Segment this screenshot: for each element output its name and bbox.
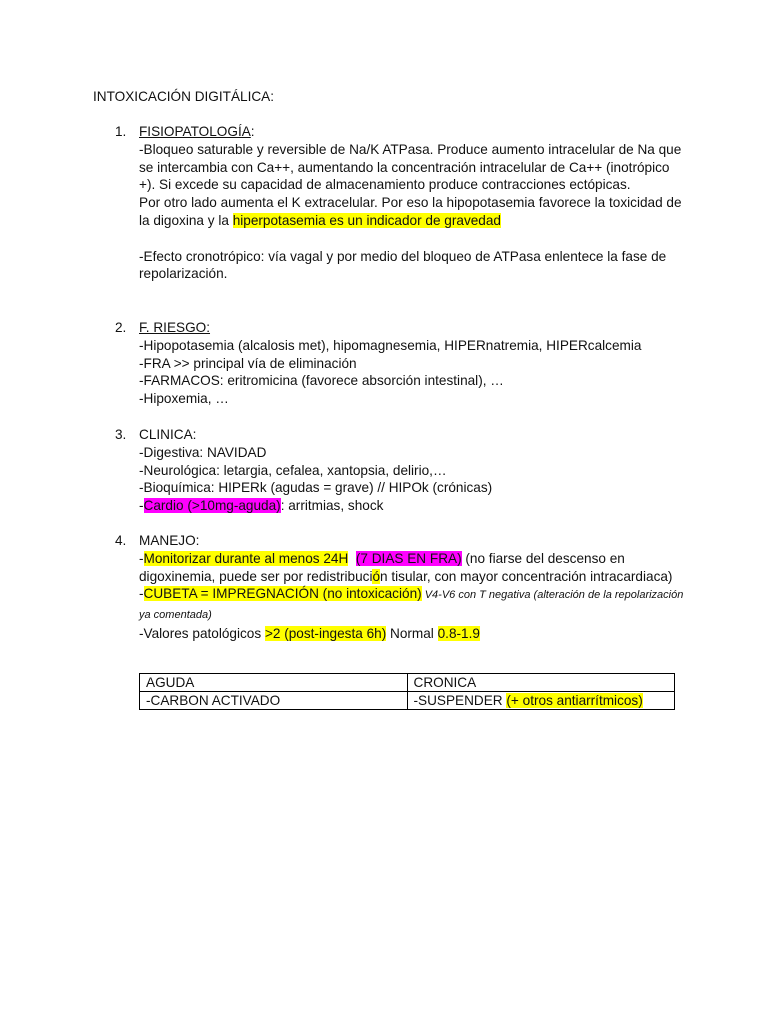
highlight: 0.8-1.9	[437, 625, 480, 641]
section-factores-riesgo	[115, 319, 685, 408]
section-fisiopatologia	[115, 123, 685, 283]
highlight: CUBETA = IMPREGNACIÓN (no intoxicación)	[143, 586, 422, 602]
list-line: -FARMACOS: eritromicina (favorece absorción intestinal), …	[139, 373, 504, 389]
ecg-note: V4-V6 con T negativa (alteración de la repolarización ya comentada)	[139, 589, 684, 622]
treatment-table	[139, 673, 675, 710]
document-title: INTOXICACIÓN DIGITÁLICA:	[93, 89, 275, 104]
highlight: (+ otros antiarrítmicos)	[506, 693, 643, 708]
list-line: -Bioquímica: HIPERk (agudas = grave) // HIPOk (crónicas)	[139, 480, 493, 496]
table-row	[140, 674, 675, 692]
list-number: 3.	[115, 427, 127, 442]
paragraph: -CUBETA = IMPREGNACIÓN (no intoxicación) V4-V6 con T negativa (alteración de la repolarización ya comentada)	[139, 586, 684, 622]
table-cell: -SUSPENDER (+ otros antiarrítmicos)	[407, 692, 675, 710]
list-line: -Hipopotasemia (alcalosis met), hipomagnesemia, HIPERnatremia, HIPERcalcemia	[139, 337, 642, 353]
paragraph: Por otro lado aumenta el K extracelular. Por eso la hipopotasemia favorece la toxicidad de la digoxina y la hiperpotasemia es un indicador de gravedad	[139, 195, 682, 228]
table-header-cell: CRONICA	[407, 674, 675, 692]
highlight: Monitorizar durante al menos 24H	[143, 550, 349, 566]
paragraph: -Efecto cronotrópico: vía vagal y por medio del bloqueo de ATPasa enlentece la fase de repolarización.	[139, 248, 667, 282]
highlight: Cardio (>10mg-aguda)	[143, 498, 281, 514]
highlight: (7 DIAS EN FRA)	[355, 550, 462, 566]
list-number: 4.	[115, 533, 127, 548]
list-line: -FRA >> principal vía de eliminación	[139, 355, 357, 371]
table-cell: -CARBON ACTIVADO	[140, 692, 408, 710]
list-line: -Digestiva: NAVIDAD	[139, 444, 267, 460]
list-number: 1.	[115, 124, 127, 139]
highlight: >2 (post-ingesta 6h)	[264, 625, 387, 641]
section-heading: CLINICA:	[139, 427, 197, 442]
highlight: ó	[372, 568, 381, 584]
section-clinica	[115, 426, 685, 515]
section-heading: FISIOPATOLOGÍA:	[139, 124, 255, 139]
list-line: -Neurológica: letargia, cefalea, xantopsia, delirio,…	[139, 462, 447, 478]
highlight: hiperpotasemia es un indicador de gravedad	[232, 212, 501, 228]
list-line: -Hipoxemia, …	[139, 391, 229, 407]
list-line: -Valores patológicos >2 (post-ingesta 6h) Normal 0.8-1.9	[139, 625, 480, 641]
table-header-cell: AGUDA	[140, 674, 408, 692]
section-heading: MANEJO:	[139, 533, 200, 548]
paragraph: -Bloqueo saturable y reversible de Na/K ATPasa. Produce aumento intracelular de Na que se intercambia con Ca++, aumentando la concentración intracelular de Ca++ (inotrópico +). Si excede su capacidad de almacenamiento produce contracciones ectópicas.	[139, 141, 682, 193]
section-heading: F. RIESGO:	[139, 320, 211, 335]
list-line: -Cardio (>10mg-aguda): arritmias, shock	[139, 498, 384, 514]
list-number: 2.	[115, 320, 127, 335]
table-row	[140, 692, 675, 710]
section-manejo	[115, 532, 685, 643]
paragraph: -Monitorizar durante al menos 24H (7 DIAS EN FRA) (no fiarse del descenso en digoxinemia, puede ser por redistribución tisular, con mayor concentración intracardiaca)	[139, 550, 673, 584]
